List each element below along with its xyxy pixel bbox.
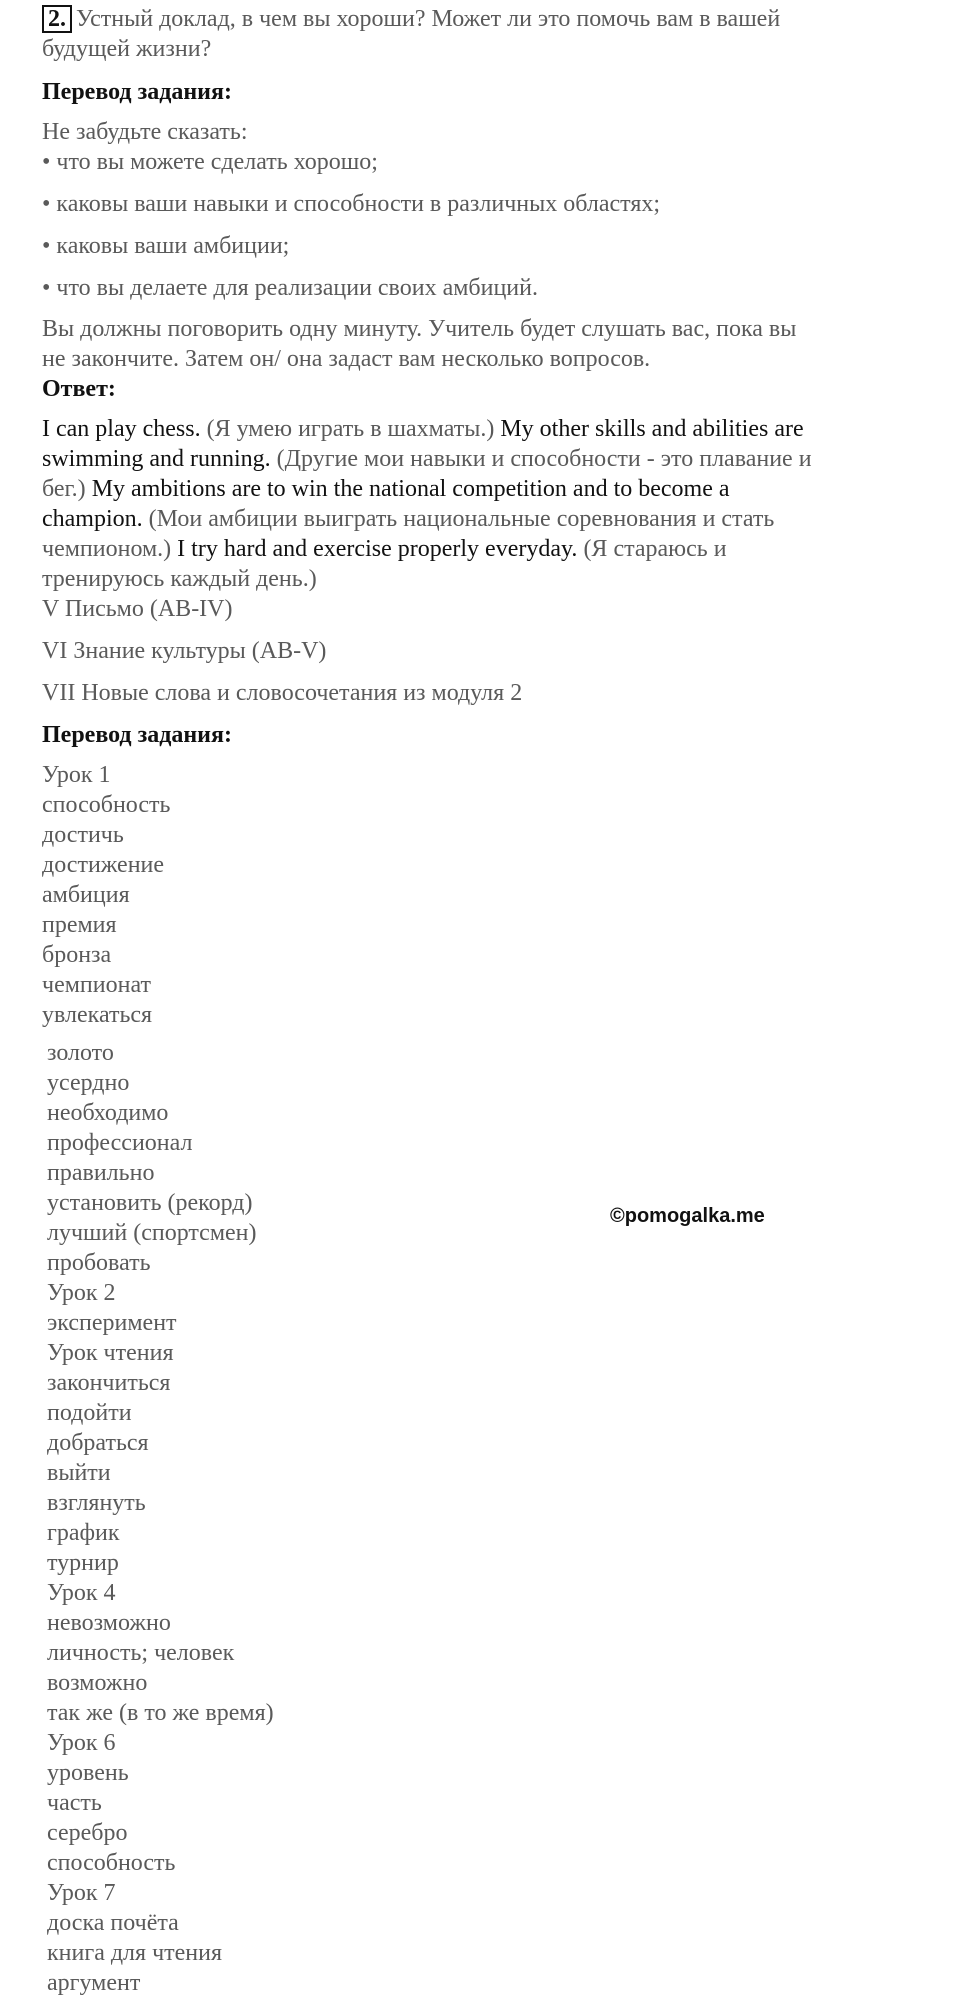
vocab-item: книга для чтения	[47, 1940, 223, 1966]
vocab-item: пробовать	[47, 1250, 151, 1276]
vocab-item: чемпионат	[42, 972, 151, 998]
vocab-item: часть	[47, 1790, 102, 1816]
vocab-item: серебро	[47, 1820, 128, 1846]
vocab-item: так же (в то же время)	[47, 1700, 274, 1726]
task-number: 2.	[42, 5, 72, 33]
vocab-item: аргумент	[47, 1970, 141, 1996]
task-text-1: Устный доклад, в чем вы хороши? Может ли это помочь вам в вашей	[76, 6, 781, 32]
vocab-item: Урок 7	[47, 1880, 116, 1906]
vocab-item: личность; человек	[47, 1640, 235, 1666]
task-line-1	[42, 4, 780, 34]
section-6-title: VI Знание культуры (AB-V)	[42, 638, 327, 664]
vocab-item: профессионал	[47, 1130, 193, 1156]
answer-en: champion.	[42, 506, 143, 532]
vocab-item: бронза	[42, 942, 112, 968]
vocab-item: Урок 6	[47, 1730, 116, 1756]
vocab-item: золото	[47, 1040, 114, 1066]
vocab-item: добраться	[47, 1430, 149, 1456]
task-line-2: будущей жизни?	[42, 36, 212, 62]
vocab-item: подойти	[47, 1400, 132, 1426]
vocab-item: амбиция	[42, 882, 130, 908]
instruction-bullet: • каковы ваши амбиции;	[42, 233, 290, 259]
vocab-item: доска почёта	[47, 1910, 179, 1936]
vocab-item: закончиться	[47, 1370, 171, 1396]
answer-en: I can play chess.	[42, 416, 201, 442]
answer-en: My ambitions are to win the national competition and to become a	[91, 476, 730, 502]
answer-en: My other skills and abilities are	[500, 416, 804, 442]
vocab-item: Урок 2	[47, 1280, 116, 1306]
instruction-bullet: • что вы можете сделать хорошо;	[42, 149, 378, 175]
instructions-note-1: Вы должны поговорить одну минуту. Учитель будет слушать вас, пока вы	[42, 316, 797, 342]
answer-line-4	[42, 504, 774, 534]
vocab-item: лучший (спортсмен)	[47, 1220, 257, 1246]
vocab-item: эксперимент	[47, 1310, 177, 1336]
vocab-item: возможно	[47, 1670, 148, 1696]
vocab-item: увлекаться	[42, 1002, 153, 1028]
vocab-item: достичь	[42, 822, 124, 848]
vocab-item: Урок чтения	[47, 1340, 174, 1366]
instructions-intro: Не забудьте сказать:	[42, 119, 248, 145]
vocab-item: взглянуть	[47, 1490, 146, 1516]
vocab-list-a	[42, 760, 170, 1030]
instructions-note-2: не закончите. Затем он/ она задаст вам несколько вопросов.	[42, 346, 651, 372]
vocab-item: невозможно	[47, 1610, 171, 1636]
vocab-item: необходимо	[47, 1100, 169, 1126]
vocab-item: способность	[42, 792, 171, 818]
answer-en: I try hard and exercise properly everyday.	[177, 536, 578, 562]
answer-ru: (Другие мои навыки и способности - это плавание и	[270, 446, 812, 472]
vocab-item: Урок 1	[42, 762, 111, 788]
answer-line-6: тренируюсь каждый день.)	[42, 566, 317, 592]
vocab-item: уровень	[47, 1760, 129, 1786]
vocab-item: достижение	[42, 852, 165, 878]
vocab-item: установить (рекорд)	[47, 1190, 253, 1216]
answer-ru: бег.)	[42, 476, 92, 502]
answer-line-3	[42, 474, 730, 504]
answer-ru: (Я стараюсь и	[577, 536, 727, 562]
answer-heading: Ответ:	[42, 376, 116, 402]
vocab-item: способность	[47, 1850, 176, 1876]
answer-line-1	[42, 414, 804, 444]
translation-heading-2: Перевод задания:	[42, 722, 232, 748]
answer-ru: (Мои амбиции выиграть национальные соревнования и стать	[142, 506, 775, 532]
vocab-list-b	[47, 1038, 274, 1998]
answer-ru: (Я умею играть в шахматы.)	[200, 416, 501, 442]
instruction-bullet: • каковы ваши навыки и способности в различных областях;	[42, 191, 661, 217]
vocab-item: Урок 4	[47, 1580, 116, 1606]
vocab-item: усердно	[47, 1070, 130, 1096]
vocab-item: премия	[42, 912, 117, 938]
section-5-title: V Письмо (AB-IV)	[42, 596, 233, 622]
vocab-item: турнир	[47, 1550, 119, 1576]
vocab-item: выйти	[47, 1460, 111, 1486]
vocab-item: график	[47, 1520, 120, 1546]
answer-line-5	[42, 534, 727, 564]
answer-ru: чемпионом.)	[42, 536, 178, 562]
translation-heading: Перевод задания:	[42, 79, 232, 105]
answer-line-2	[42, 444, 812, 474]
section-7-title: VII Новые слова и словосочетания из модуля 2	[42, 680, 523, 706]
watermark: ©pomogalka.me	[610, 1205, 765, 1227]
answer-en: swimming and running.	[42, 446, 271, 472]
instruction-bullet: • что вы делаете для реализации своих амбиций.	[42, 275, 538, 301]
vocab-item: правильно	[47, 1160, 155, 1186]
